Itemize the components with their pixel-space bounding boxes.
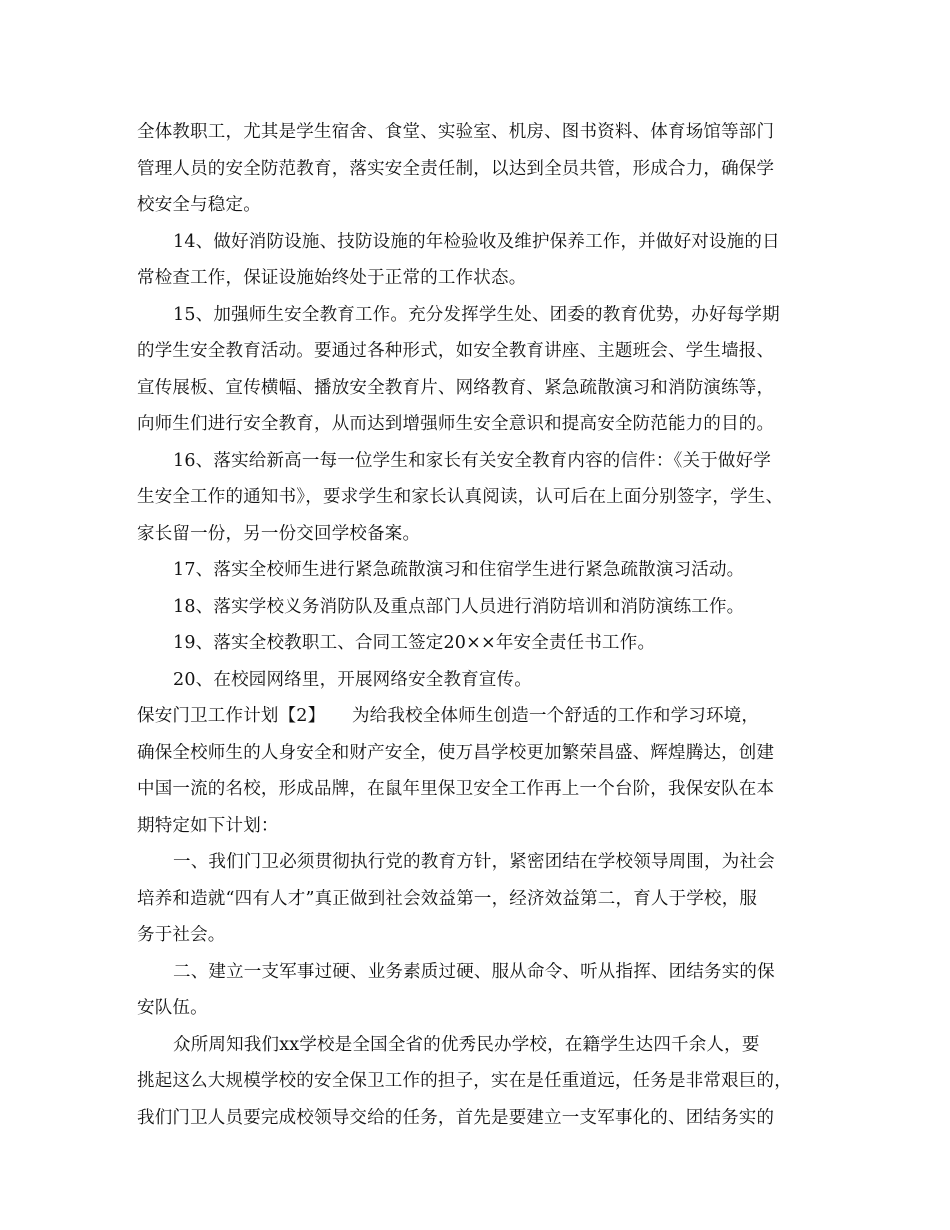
text-line: 17、落实全校师生进行紧急疏散演习和住宿学生进行紧急疏散演习活动。 (173, 560, 745, 580)
text-line: 我们门卫人员要完成校领导交给的任务，首先是要建立一支军事化的、团结务实的 (137, 1107, 775, 1128)
text-line: 保安门卫工作计划【2】 为给我校全体师生创造一个舒适的工作和学习环境， (137, 706, 760, 726)
text-line: 众所周知我们xx学校是全国全省的优秀民办学校，在籍学生达四千余人，要 (173, 1034, 760, 1055)
text-line: 全体教职工，尤其是学生宿舍、食堂、实验室、机房、图书资料、体育场馆等部门 (137, 122, 775, 142)
text-line: 向师生们进行安全教育，从而达到增强师生安全意识和提高安全防范能力的目的。 (137, 414, 775, 434)
text-line: 19、落实全校教职工、合同工签定20××年安全责任书工作。 (173, 633, 656, 653)
text-line: 管理人员的安全防范教育，落实安全责任制，以达到全员共管，形成合力，确保学 (137, 158, 775, 179)
text-line: 20、在校园网络里，开展网络安全教育宣传。 (173, 669, 532, 690)
text-line: 中国一流的名校，形成品牌，在鼠年里保卫安全工作再上一个台阶，我保安队在本 (137, 779, 775, 799)
text-line: 务于社会。 (137, 925, 226, 945)
text-line: 二、建立一支军事过硬、业务素质过硬、服从命令、听从指挥、团结务实的保 (173, 961, 775, 982)
document-body (137, 114, 827, 1136)
text-line: 家长留一份，另一份交回学校备案。 (137, 523, 421, 544)
text-line: 常检查工作，保证设施始终处于正常的工作状态。 (137, 268, 527, 288)
text-line: 宣传展板、宣传横幅、播放安全教育片、网络教育、紧急疏散演习和消防演练等， (137, 377, 775, 398)
text-line: 一、我们门卫必须贯彻执行党的教育方针，紧密团结在学校领导周围，为社会 (173, 852, 775, 872)
text-line: 安队伍。 (137, 998, 208, 1018)
text-line: 16、落实给新高一每一位学生和家长有关安全教育内容的信件：《关于做好学 (173, 450, 772, 471)
text-line: 15、加强师生安全教育工作。充分发挥学生处、团委的教育优势，办好每学期 (173, 304, 780, 325)
text-line: 18、落实学校义务消防队及重点部门人员进行消防培训和消防演练工作。 (173, 596, 745, 617)
text-line: 期特定如下计划： (137, 815, 279, 836)
text-line: 校安全与稳定。 (137, 195, 261, 215)
text-line: 挑起这么大规模学校的安全保卫工作的担子，实在是任重道远，任务是非常艰巨的， (137, 1071, 792, 1091)
text-line: 确保全校师生的人身安全和财产安全，使万昌学校更加繁荣昌盛、辉煌腾达，创建 (137, 742, 775, 763)
text-line: 14、做好消防设施、技防设施的年检验收及维护保养工作，并做好对设施的日 (173, 231, 780, 252)
text-line: 的学生安全教育活动。要通过各种形式，如安全教育讲座、主题班会、学生墙报、 (137, 341, 775, 361)
text-line: 生安全工作的通知书》，要求学生和家长认真阅读，认可后在上面分别签字，学生、 (137, 487, 784, 507)
text-line: 培养和造就“四有人才”真正做到社会效益第一，经济效益第二，育人于学校，服 (137, 888, 758, 909)
